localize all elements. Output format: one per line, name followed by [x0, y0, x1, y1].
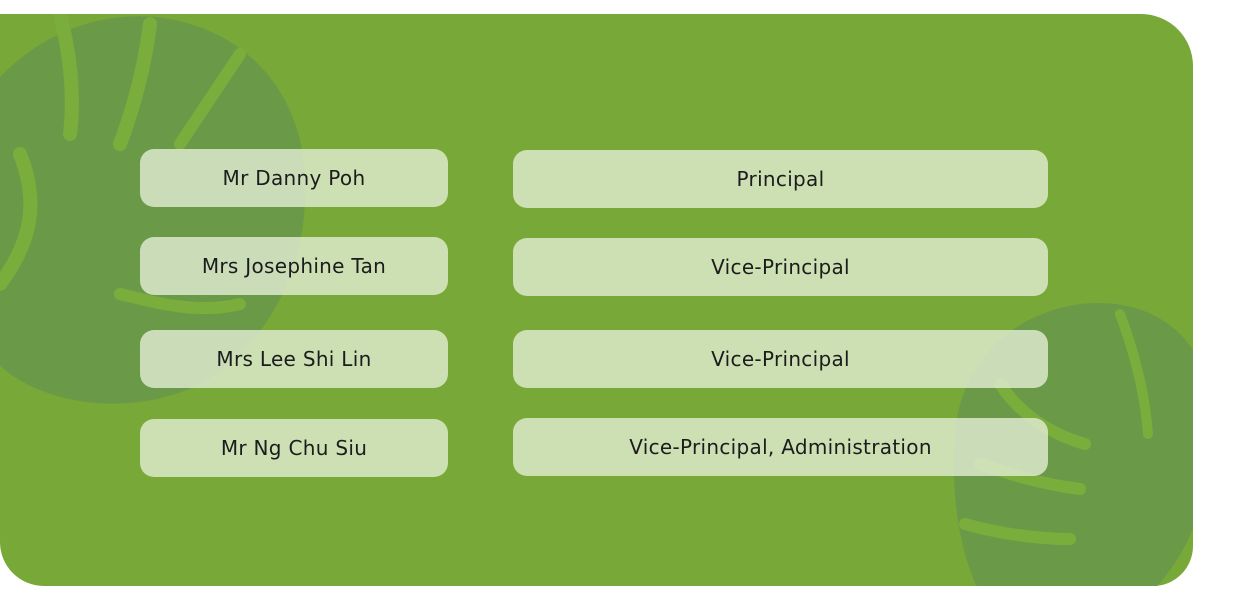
staff-panel	[0, 14, 1193, 586]
staff-name: Mr Danny Poh	[222, 166, 366, 190]
panel-background	[0, 14, 1193, 586]
staff-name: Mrs Lee Shi Lin	[216, 347, 372, 371]
staff-name: Mrs Josephine Tan	[201, 254, 387, 278]
staff-name-pill	[140, 237, 448, 295]
staff-role-pill	[513, 330, 1048, 388]
staff-role: Vice-Principal	[711, 347, 850, 371]
staff-role-pill	[513, 238, 1048, 296]
staff-role: Principal	[736, 167, 825, 191]
staff-name-pill	[140, 419, 448, 477]
staff-name: Mr Ng Chu Siu	[220, 436, 368, 460]
staff-role-pill	[513, 418, 1048, 476]
staff-role: Vice-Principal	[711, 255, 850, 279]
staff-name-pill	[140, 149, 448, 207]
staff-name-pill	[140, 330, 448, 388]
staff-role: Vice-Principal, Administration	[629, 435, 932, 459]
staff-role-pill	[513, 150, 1048, 208]
